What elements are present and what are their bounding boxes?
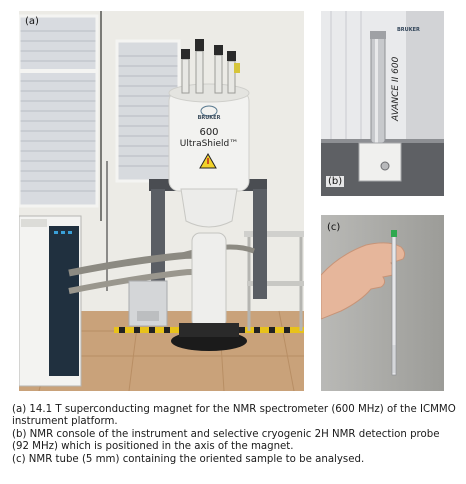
console-model-text: AVANCE II 600 bbox=[391, 56, 401, 121]
console-brand-text: BRUKER bbox=[397, 27, 420, 33]
nmr-tube-photo-illustration bbox=[321, 215, 444, 391]
figure-caption bbox=[12, 404, 457, 466]
photo-nmr-magnet bbox=[19, 11, 304, 391]
magnet-model-number: 600 bbox=[199, 127, 219, 138]
photo-nmr-console-probe bbox=[321, 11, 444, 196]
panel-label-b: (b) bbox=[328, 176, 343, 187]
caption-line-c: (c) NMR tube (5 mm) containing the oriented sample to be analysed. bbox=[12, 453, 365, 465]
caption-line-a: (a) 14.1 T superconducting magnet for the NMR spectrometer (600 MHz) of the ICMMO instrument platform. bbox=[12, 404, 456, 428]
panel-label-c: (c) bbox=[327, 222, 341, 233]
magnet-photo-illustration bbox=[19, 11, 304, 391]
magnet-model-name: UltraShield™ bbox=[179, 139, 239, 149]
console-photo-illustration bbox=[321, 11, 444, 196]
caption-line-b: (b) NMR console of the instrument and selective cryogenic 2H NMR detection probe (92 MHz) which is positioned in the axis of the magnet. bbox=[12, 428, 440, 453]
magnet-brand-text: BRUKER bbox=[197, 115, 221, 121]
panel-label-a: (a) bbox=[25, 16, 39, 27]
photo-nmr-tube bbox=[321, 215, 444, 391]
